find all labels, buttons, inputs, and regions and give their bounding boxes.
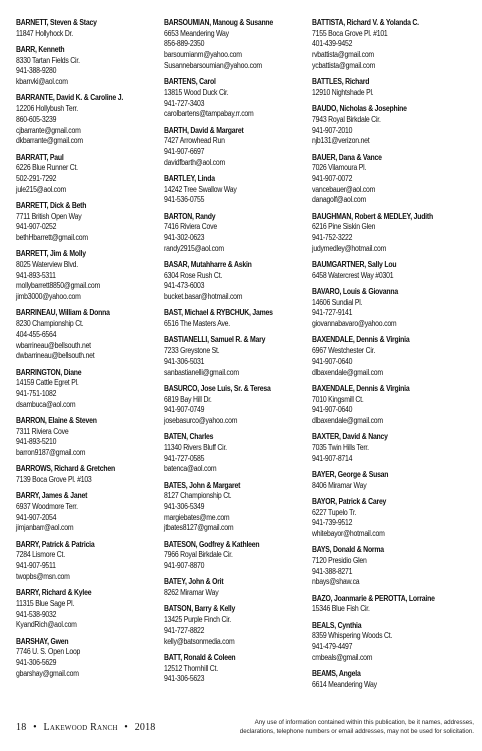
entry-address: 6819 Bay Hill Dr. <box>164 394 212 404</box>
directory-entry <box>164 481 312 535</box>
entry-email: bucket.basar@hotmail.com <box>164 292 243 302</box>
entry-name: BATT, Ronald & Coleen <box>164 652 236 662</box>
entry-phone: 941-739-9512 <box>312 518 353 528</box>
directory-entry <box>164 77 312 120</box>
page-footer <box>16 718 474 736</box>
entry-email: cmbeals@gmail.com <box>312 652 373 662</box>
entry-address: 7010 Kingsmill Ct. <box>312 394 364 404</box>
entry-name: BATSON, Barry & Kelly <box>164 604 236 614</box>
entry-email: Susannebarsoumian@yahoo.com <box>164 60 262 70</box>
directory-entry <box>16 45 164 88</box>
entry-name: BASTIANELLI, Samuel R. & Mary <box>164 335 266 345</box>
entry-address: 6653 Meandering Way <box>164 28 229 38</box>
entry-email: nbays@shaw.ca <box>312 577 360 587</box>
directory-entry <box>164 260 312 303</box>
entry-email: mollybarrett8850@gmail.com <box>16 281 100 291</box>
directory-entry <box>16 588 164 631</box>
entry-phone: 502-291-7292 <box>16 173 57 183</box>
page-number: 18 <box>16 722 27 733</box>
directory-column-1 <box>16 18 164 696</box>
directory-entry <box>16 153 164 196</box>
entry-phone: 941-893-5210 <box>16 437 57 447</box>
entry-address: 6516 The Masters Ave. <box>164 319 230 329</box>
directory-entry <box>312 212 476 255</box>
entry-address: 8025 Waterview Blvd. <box>16 260 78 270</box>
entry-phone: 941-388-9280 <box>16 66 57 76</box>
entry-phone: 941-306-5031 <box>164 356 205 366</box>
entry-email: ycbattista@gmail.com <box>312 60 376 70</box>
directory-entry <box>164 335 312 378</box>
entry-address: 11315 Blue Sage Pl. <box>16 598 75 608</box>
entry-email: gbarshay@gmail.com <box>16 668 79 678</box>
entry-phone: 941-907-9511 <box>16 561 56 571</box>
entry-name: BATESON, Godfrey & Kathleen <box>164 539 260 549</box>
entry-email: jule215@aol.com <box>16 184 67 194</box>
entry-name: BATTLES, Richard <box>312 77 370 87</box>
entry-phone: 941-727-0585 <box>164 453 205 463</box>
directory-column-3 <box>312 18 476 696</box>
entry-name: BARRATT, Paul <box>16 152 64 162</box>
entry-name: BATES, John & Margaret <box>164 480 241 490</box>
directory-entry <box>312 594 476 615</box>
entry-address: 8330 Tartan Fields Cir. <box>16 55 80 65</box>
entry-name: BAZO, Joanmarie & PEROTTA, Lorraine <box>312 593 435 603</box>
entry-email: whitebayor@hotmail.com <box>312 529 385 539</box>
entry-email: wbarrineau@bellsouth.net <box>16 340 91 350</box>
entry-name: BAUER, Dana & Vance <box>312 152 382 162</box>
directory-entry <box>312 384 476 427</box>
directory-entry <box>312 497 476 540</box>
entry-phone: 941-907-8714 <box>312 453 353 463</box>
entry-address: 13425 Purple Finch Cir. <box>164 615 231 625</box>
entry-phone: 941-306-5629 <box>16 657 57 667</box>
entry-name: BARTON, Randy <box>164 211 216 221</box>
entry-name: BARSHAY, Gwen <box>16 636 69 646</box>
footer-bullet: • <box>33 722 37 733</box>
entry-email: bethHbarrett@gmail.com <box>16 233 88 243</box>
entry-email: rvbattista@gmail.com <box>312 50 374 60</box>
entry-email: kelly@batsonmedia.com <box>164 636 235 646</box>
entry-email: carolbartens@tampabay.rr.com <box>164 109 254 119</box>
entry-address: 8230 Championship Ct. <box>16 319 84 329</box>
disclaimer-line: declarations, telephone numbers or email addresses, may not be used for solicitation. <box>239 728 474 735</box>
entry-email: danagolf@aol.com <box>312 195 367 205</box>
entry-name: BARTENS, Carol <box>164 77 216 87</box>
entry-name: BASAR, Mutahharre & Askin <box>164 260 252 270</box>
directory-entry <box>16 308 164 362</box>
entry-phone: 941-727-9141 <box>312 308 353 318</box>
entry-phone: 941-473-6003 <box>164 281 205 291</box>
directory-entry <box>164 432 312 475</box>
entry-phone: 941-907-2010 <box>312 125 353 135</box>
directory-entry <box>16 464 164 485</box>
entry-address: 7035 Twin Hills Terr. <box>312 442 369 452</box>
entry-name: BEAMS, Angela <box>312 669 361 679</box>
entry-name: BAXTER, David & Nancy <box>312 432 388 442</box>
entry-name: BAYS, Donald & Norma <box>312 545 384 555</box>
entry-name: BARRETT, Jim & Molly <box>16 249 86 259</box>
entry-address: 6967 Westchester Cir. <box>312 346 376 356</box>
publication-year: 2018 <box>134 722 156 733</box>
entry-name: BATEN, Charles <box>164 432 214 442</box>
directory-entry <box>312 545 476 588</box>
entry-name: BARNETT, Steven & Stacy <box>16 18 97 27</box>
entry-phone: 941-306-5623 <box>164 674 205 684</box>
entry-name: BAUMGARTNER, Sally Lou <box>312 260 397 270</box>
directory-entry <box>164 308 312 329</box>
entry-address: 7284 Lismore Ct. <box>16 550 65 560</box>
entry-phone: 941-751-1082 <box>16 388 57 398</box>
entry-email: dwbarrineau@bellsouth.net <box>16 351 95 361</box>
entry-phone: 941-752-3222 <box>312 233 353 243</box>
directory-entry <box>164 384 312 427</box>
entry-phone: 941-907-0072 <box>312 173 353 183</box>
directory-entry <box>164 212 312 255</box>
entry-address: 7233 Greystone St. <box>164 346 220 356</box>
entry-email: judymedley@hotmail.com <box>312 243 387 253</box>
directory-entry <box>312 335 476 378</box>
directory-entry <box>16 491 164 534</box>
entry-name: BATEY, John & Orit <box>164 577 224 587</box>
entry-email: josebasurco@yahoo.com <box>164 415 238 425</box>
directory-entry <box>16 93 164 147</box>
entry-address: 6227 Tupelo Tr. <box>312 507 357 517</box>
directory-entry <box>164 540 312 572</box>
entry-address: 6304 Rose Rush Ct. <box>164 270 223 280</box>
directory-entry <box>16 249 164 303</box>
directory-column-2 <box>164 18 312 696</box>
entry-name: BAUDO, Nicholas & Josephine <box>312 104 407 114</box>
footer-bullet: • <box>124 722 128 733</box>
directory-entry <box>312 18 476 72</box>
entry-phone: 941-479-4497 <box>312 642 353 652</box>
footer-publication-info <box>16 722 156 733</box>
entry-phone: 941-388-8271 <box>312 566 353 576</box>
directory-entry <box>312 287 476 330</box>
directory-entry <box>312 470 476 491</box>
entry-address: 6937 Woodmore Terr. <box>16 502 78 512</box>
entry-name: BAYER, George & Susan <box>312 469 389 479</box>
directory-columns <box>16 18 476 696</box>
entry-email: davidfbarth@aol.com <box>164 157 226 167</box>
entry-address: 7155 Boca Grove Pl. #101 <box>312 28 388 38</box>
entry-email: jtbates8127@gmail.com <box>164 523 234 533</box>
entry-address: 8127 Championship Ct. <box>164 491 232 501</box>
entry-address: 7746 U. S. Open Loop <box>16 647 81 657</box>
entry-address: 7026 Vilamoura Pl. <box>312 163 367 173</box>
entry-email: njb131@verizon.net <box>312 136 370 146</box>
entry-phone: 941-306-5349 <box>164 502 205 512</box>
entry-name: BARRON, Elaine & Steven <box>16 415 97 425</box>
entry-email: sanbastianelli@gmail.com <box>164 367 239 377</box>
entry-email: kbarrvki@aol.com <box>16 77 68 87</box>
entry-email: dkbarrante@gmail.com <box>16 136 83 146</box>
entry-name: BAXENDALE, Dennis & Virginia <box>312 383 410 393</box>
publication-name: Lakewood Ranch <box>43 722 118 733</box>
directory-entry <box>164 577 312 598</box>
entry-address: 11340 Rivers Bluff Cir. <box>164 442 227 452</box>
directory-entry <box>16 368 164 411</box>
entry-name: BAUGHMAN, Robert & MEDLEY, Judith <box>312 211 433 221</box>
entry-address: 12910 Nightshade Pl. <box>312 87 374 97</box>
entry-email: margiebates@me.com <box>164 512 230 522</box>
entry-phone: 941-727-3403 <box>164 98 205 108</box>
directory-entry <box>16 201 164 244</box>
entry-name: BARRINEAU, William & Donna <box>16 308 110 318</box>
directory-entry <box>312 432 476 464</box>
directory-entry <box>164 604 312 647</box>
disclaimer-line: Any use of information contained within this publication, be it names, addresses, <box>254 719 474 726</box>
entry-email: dlbaxendale@gmail.com <box>312 415 383 425</box>
directory-entry <box>16 637 164 680</box>
entry-name: BAYOR, Patrick & Carey <box>312 496 387 506</box>
entry-email: randy2915@aol.com <box>164 243 224 253</box>
entry-phone: 860-605-3239 <box>16 114 57 124</box>
entry-address: 6216 Pine Siskin Glen <box>312 222 376 232</box>
entry-email: KyandRich@aol.com <box>16 620 77 630</box>
entry-name: BARRETT, Dick & Beth <box>16 200 87 210</box>
directory-entry <box>312 104 476 147</box>
entry-name: BARRANTE, David K. & Caroline J. <box>16 93 124 103</box>
directory-entry <box>16 18 164 39</box>
entry-phone: 941-893-5311 <box>16 270 56 280</box>
entry-email: barron9187@gmail.com <box>16 448 86 458</box>
entry-phone: 941-907-8870 <box>164 561 205 571</box>
directory-entry <box>312 669 476 690</box>
entry-name: BARRY, Patrick & Patricia <box>16 539 95 549</box>
entry-name: BAVARO, Louis & Giovanna <box>312 287 398 297</box>
entry-address: 12512 Thornhill Ct. <box>164 663 218 673</box>
entry-name: BARTLEY, Linda <box>164 173 215 183</box>
entry-phone: 941-907-0749 <box>164 405 205 415</box>
entry-address: 14159 Cattle Egret Pl. <box>16 378 79 388</box>
entry-address: 7139 Boca Grove Pl. #103 <box>16 475 92 485</box>
entry-address: 13815 Wood Duck Cir. <box>164 87 229 97</box>
entry-address: 14242 Tree Swallow Way <box>164 184 237 194</box>
directory-entry <box>312 621 476 664</box>
entry-address: 6614 Meandering Way <box>312 679 377 689</box>
entry-phone: 941-907-0640 <box>312 356 353 366</box>
entry-name: BARRINGTON, Diane <box>16 367 82 377</box>
directory-entry <box>16 540 164 583</box>
entry-phone: 941-907-0252 <box>16 222 57 232</box>
entry-address: 7311 Riviera Cove <box>16 426 69 436</box>
entry-email: dlbaxendale@gmail.com <box>312 367 383 377</box>
entry-phone: 941-536-0755 <box>164 195 205 205</box>
entry-address: 8359 Whispering Woods Ct. <box>312 631 393 641</box>
entry-name: BATTISTA, Richard V. & Yolanda C. <box>312 18 419 27</box>
directory-entry <box>164 653 312 685</box>
directory-entry <box>164 126 312 169</box>
entry-address: 12206 Hollybush Terr. <box>16 104 78 114</box>
entry-email: giovannabavaro@yahoo.com <box>312 319 397 329</box>
entry-phone: 401-439-9452 <box>312 39 353 49</box>
footer-disclaimer <box>240 718 474 736</box>
entry-address: 6226 Blue Runner Ct. <box>16 163 78 173</box>
entry-phone: 941-907-6697 <box>164 146 205 156</box>
directory-entry <box>164 18 312 72</box>
entry-name: BARR, Kenneth <box>16 45 65 54</box>
entry-name: BARSOUMIAN, Manoug & Susanne <box>164 18 274 27</box>
entry-name: BARTH, David & Margaret <box>164 125 244 135</box>
entry-address: 11847 Hollyhock Dr. <box>16 28 73 38</box>
directory-entry <box>164 174 312 206</box>
entry-name: BARRY, Richard & Kylee <box>16 588 92 598</box>
entry-phone: 404-455-6564 <box>16 329 57 339</box>
entry-email: barsoumianm@yahoo.com <box>164 50 242 60</box>
entry-address: 7711 British Open Way <box>16 211 82 221</box>
entry-address: 7416 Riviera Cove <box>164 222 217 232</box>
entry-name: BARROWS, Richard & Gretchen <box>16 464 115 474</box>
entry-address: 7427 Arrowhead Run <box>164 136 225 146</box>
entry-name: BARRY, James & Janet <box>16 491 88 501</box>
entry-email: dsambuca@aol.com <box>16 399 76 409</box>
directory-entry <box>312 153 476 207</box>
entry-email: batenca@aol.com <box>164 464 217 474</box>
entry-email: cjbarrante@gmail.com <box>16 125 81 135</box>
entry-name: BASURCO, Jose Luis, Sr. & Teresa <box>164 383 271 393</box>
entry-phone: 941-538-9032 <box>16 609 57 619</box>
entry-address: 8262 Miramar Way <box>164 588 219 598</box>
entry-name: BAST, Michael & RYBCHUK, James <box>164 308 273 318</box>
directory-entry <box>16 416 164 459</box>
entry-name: BEALS, Cynthia <box>312 620 362 630</box>
entry-address: 7966 Royal Birkdale Cir. <box>164 550 233 560</box>
entry-phone: 941-907-0640 <box>312 405 353 415</box>
entry-address: 15346 Blue Fish Cir. <box>312 604 370 614</box>
entry-email: jimb3000@yahoo.com <box>16 292 81 302</box>
entry-email: jimjanbarr@aol.com <box>16 523 74 533</box>
entry-email: vancebauer@aol.com <box>312 184 376 194</box>
entry-address: 6458 Watercrest Way #0301 <box>312 270 394 280</box>
entry-address: 7120 Presidio Glen <box>312 556 367 566</box>
entry-address: 8406 Miramar Way <box>312 480 367 490</box>
entry-phone: 941-727-8822 <box>164 625 205 635</box>
entry-phone: 941-302-0623 <box>164 233 205 243</box>
entry-address: 7943 Royal Birkdale Cir. <box>312 114 381 124</box>
entry-phone: 856-889-2350 <box>164 39 205 49</box>
entry-phone: 941-907-2054 <box>16 512 57 522</box>
directory-entry <box>312 77 476 98</box>
entry-address: 14606 Sundial Pl. <box>312 297 363 307</box>
directory-entry <box>312 260 476 281</box>
entry-name: BAXENDALE, Dennis & Virginia <box>312 335 410 345</box>
entry-email: twopbs@msn.com <box>16 571 70 581</box>
